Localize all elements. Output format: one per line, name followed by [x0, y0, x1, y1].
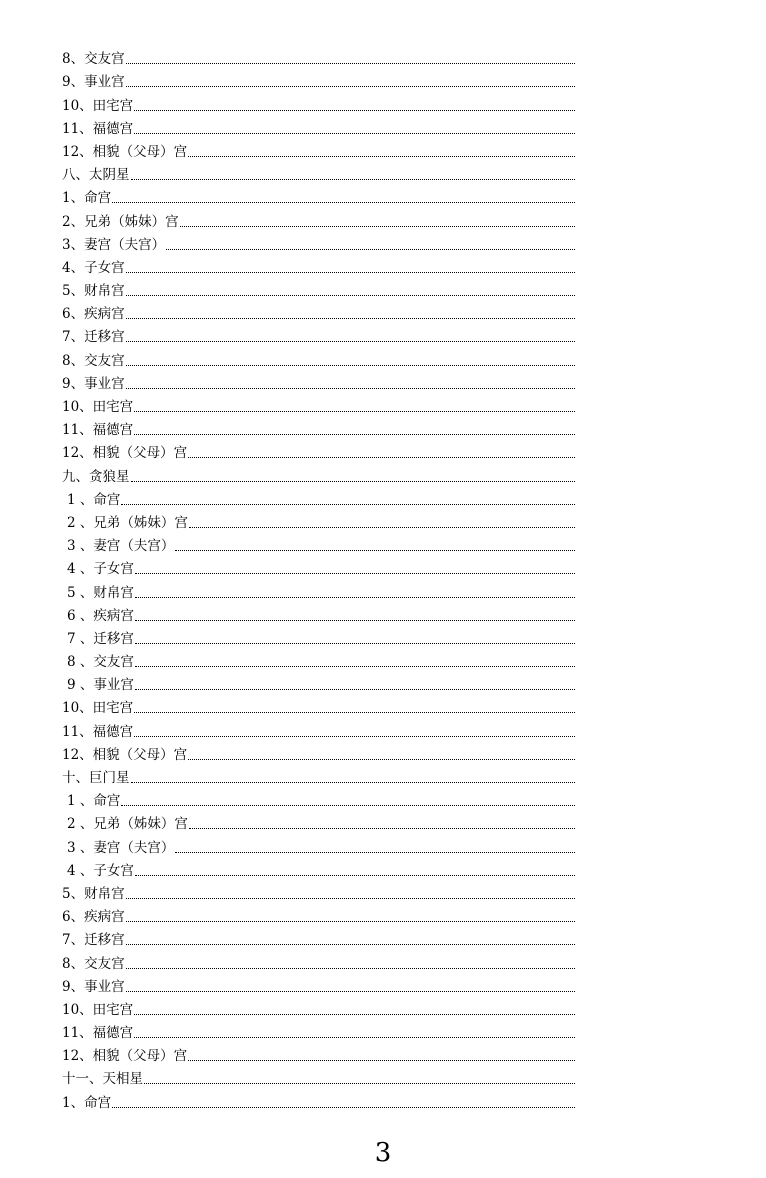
dot-leader — [188, 758, 575, 760]
dot-leader — [126, 943, 575, 945]
toc-entry-text: 10、田宅宫 — [62, 700, 134, 717]
page-number: 3 — [374, 1138, 392, 1168]
toc-entry[interactable] — [62, 370, 575, 393]
dot-leader — [126, 967, 575, 969]
toc-entry-text: 2 、兄弟（姊妹）宫 — [67, 514, 188, 531]
toc-entry-text: 9、事业宫 — [62, 375, 125, 392]
dot-leader — [144, 1082, 575, 1084]
toc-entry-text: 3 、妻宫（夫宫） — [67, 839, 175, 856]
dot-leader — [135, 874, 575, 876]
toc-entry[interactable] — [62, 717, 575, 740]
toc-entry[interactable] — [62, 996, 575, 1019]
dot-leader — [134, 433, 575, 435]
toc-entry[interactable] — [62, 115, 575, 138]
toc-entry[interactable] — [62, 161, 575, 184]
dot-leader — [189, 526, 575, 528]
dot-leader — [126, 294, 575, 296]
toc-entry-text: 8、交友宫 — [62, 51, 125, 68]
toc-entry-text: 2 、兄弟（姊妹）宫 — [67, 816, 188, 833]
dot-leader — [126, 340, 575, 342]
toc-entry[interactable] — [62, 254, 575, 277]
dot-leader — [134, 735, 575, 737]
toc-entry-text: 10、田宅宫 — [62, 1001, 134, 1018]
toc-entry[interactable] — [62, 1088, 575, 1111]
toc-entry-text: 7 、迁移宫 — [67, 630, 134, 647]
dot-leader — [126, 62, 575, 64]
dot-leader — [126, 85, 575, 87]
toc-entry-text: 1 、命宫 — [67, 491, 121, 508]
toc-entry[interactable] — [62, 439, 575, 462]
toc-entry[interactable] — [62, 880, 575, 903]
dot-leader — [112, 201, 575, 203]
dot-leader — [135, 642, 575, 644]
toc-entry-text: 1、命宫 — [62, 1094, 112, 1111]
dot-leader — [135, 619, 575, 621]
dot-leader — [121, 804, 575, 806]
toc-entry[interactable] — [62, 764, 575, 787]
toc-entry[interactable] — [62, 1042, 575, 1065]
dot-leader — [131, 781, 576, 783]
toc-entry-text: 8、交友宫 — [62, 955, 125, 972]
toc-entry[interactable] — [62, 277, 575, 300]
toc-entry[interactable] — [62, 509, 575, 532]
toc-entry-text: 4 、子女宫 — [67, 561, 134, 578]
toc-entry-text: 3、妻宫（夫宫） — [62, 236, 166, 253]
dot-leader — [188, 456, 575, 458]
toc-entry[interactable] — [62, 231, 575, 254]
toc-entry-text: 八、太阴星 — [62, 167, 130, 184]
toc-entry-text: 6、疾病宫 — [62, 909, 125, 926]
toc-entry[interactable] — [62, 462, 575, 485]
toc-entry-text: 12、相貌（父母）宫 — [62, 746, 188, 763]
dot-leader — [126, 387, 575, 389]
dot-leader — [121, 503, 575, 505]
dot-leader — [126, 271, 575, 273]
toc-entry[interactable] — [62, 694, 575, 717]
toc-entry-text: 4、子女宫 — [62, 259, 125, 276]
toc-entry-text: 11、福德宫 — [62, 120, 134, 137]
toc-entry[interactable] — [62, 833, 575, 856]
toc-entry[interactable] — [62, 45, 575, 68]
toc-entry-text: 11、福德宫 — [62, 723, 134, 740]
toc-entry[interactable] — [62, 91, 575, 114]
toc-entry[interactable] — [62, 671, 575, 694]
toc-entry-text: 9 、事业宫 — [67, 677, 134, 694]
toc-entry[interactable] — [62, 648, 575, 671]
dot-leader — [135, 572, 575, 574]
toc-entry-text: 4 、子女宫 — [67, 862, 134, 879]
toc-entry-text: 9、事业宫 — [62, 74, 125, 91]
dot-leader — [126, 897, 575, 899]
toc-entry[interactable] — [62, 926, 575, 949]
toc-entry-text: 9、事业宫 — [62, 978, 125, 995]
toc-entry[interactable] — [62, 602, 575, 625]
dot-leader — [126, 920, 575, 922]
dot-leader — [134, 1013, 575, 1015]
dot-leader — [180, 225, 575, 227]
toc-entry-text: 8、交友宫 — [62, 352, 125, 369]
toc-entry[interactable] — [62, 300, 575, 323]
toc-entry[interactable] — [62, 486, 575, 509]
toc-entry[interactable] — [62, 555, 575, 578]
toc-entry[interactable] — [62, 416, 575, 439]
toc-entry-text: 7、迁移宫 — [62, 329, 125, 346]
toc-entry[interactable] — [62, 1065, 575, 1088]
dot-leader — [135, 665, 575, 667]
dot-leader — [134, 410, 575, 412]
toc-entry[interactable] — [62, 207, 575, 230]
dot-leader — [126, 317, 575, 319]
table-of-contents — [62, 45, 575, 1112]
toc-entry[interactable] — [62, 625, 575, 648]
toc-entry[interactable] — [62, 393, 575, 416]
toc-entry-text: 12、相貌（父母）宫 — [62, 445, 188, 462]
toc-entry[interactable] — [62, 184, 575, 207]
toc-entry[interactable] — [62, 741, 575, 764]
toc-entry-text: 6 、疾病宫 — [67, 607, 134, 624]
toc-entry-text: 6、疾病宫 — [62, 306, 125, 323]
toc-entry-text: 5 、财帛宫 — [67, 584, 134, 601]
dot-leader — [134, 711, 575, 713]
dot-leader — [175, 549, 575, 551]
dot-leader — [134, 109, 575, 111]
toc-entry[interactable] — [62, 810, 575, 833]
toc-entry-text: 7、迁移宫 — [62, 932, 125, 949]
toc-entry-text: 8 、交友宫 — [67, 654, 134, 671]
dot-leader — [134, 132, 575, 134]
dot-leader — [188, 1059, 575, 1061]
dot-leader — [166, 248, 575, 250]
dot-leader — [131, 178, 576, 180]
toc-entry-text: 5、财帛宫 — [62, 283, 125, 300]
dot-leader — [112, 1106, 575, 1108]
toc-entry-text: 12、相貌（父母）宫 — [62, 1048, 188, 1065]
toc-entry[interactable] — [62, 532, 575, 555]
toc-entry[interactable] — [62, 949, 575, 972]
toc-entry-text: 5、财帛宫 — [62, 885, 125, 902]
dot-leader — [126, 990, 575, 992]
toc-entry-text: 1 、命宫 — [67, 793, 121, 810]
toc-entry[interactable] — [62, 903, 575, 926]
toc-entry-text: 九、贪狼星 — [62, 468, 130, 485]
toc-entry[interactable] — [62, 346, 575, 369]
toc-entry-text: 3 、妻宫（夫宫） — [67, 538, 175, 555]
toc-entry[interactable] — [62, 138, 575, 161]
toc-entry-text: 10、田宅宫 — [62, 97, 134, 114]
toc-entry[interactable] — [62, 787, 575, 810]
dot-leader — [126, 364, 575, 366]
toc-entry-text: 1、命宫 — [62, 190, 112, 207]
dot-leader — [135, 688, 575, 690]
toc-entry[interactable] — [62, 857, 575, 880]
toc-entry[interactable] — [62, 1019, 575, 1042]
toc-entry-text: 十一、天相星 — [62, 1071, 143, 1088]
toc-entry-text: 10、田宅宫 — [62, 399, 134, 415]
toc-entry[interactable] — [62, 973, 575, 996]
toc-entry-text: 11、福德宫 — [62, 422, 134, 439]
toc-entry[interactable] — [62, 323, 575, 346]
toc-entry-text: 2、兄弟（姊妹）宫 — [62, 213, 179, 230]
toc-entry-text: 十、巨门星 — [62, 770, 130, 786]
dot-leader — [135, 596, 575, 598]
toc-entry-text: 12、相貌（父母）宫 — [62, 143, 188, 160]
dot-leader — [134, 1036, 575, 1038]
toc-entry[interactable] — [62, 68, 575, 91]
dot-leader — [131, 480, 576, 482]
dot-leader — [188, 155, 575, 157]
dot-leader — [175, 851, 575, 853]
dot-leader — [189, 827, 575, 829]
toc-entry-text: 11、福德宫 — [62, 1025, 134, 1042]
toc-entry[interactable] — [62, 578, 575, 601]
